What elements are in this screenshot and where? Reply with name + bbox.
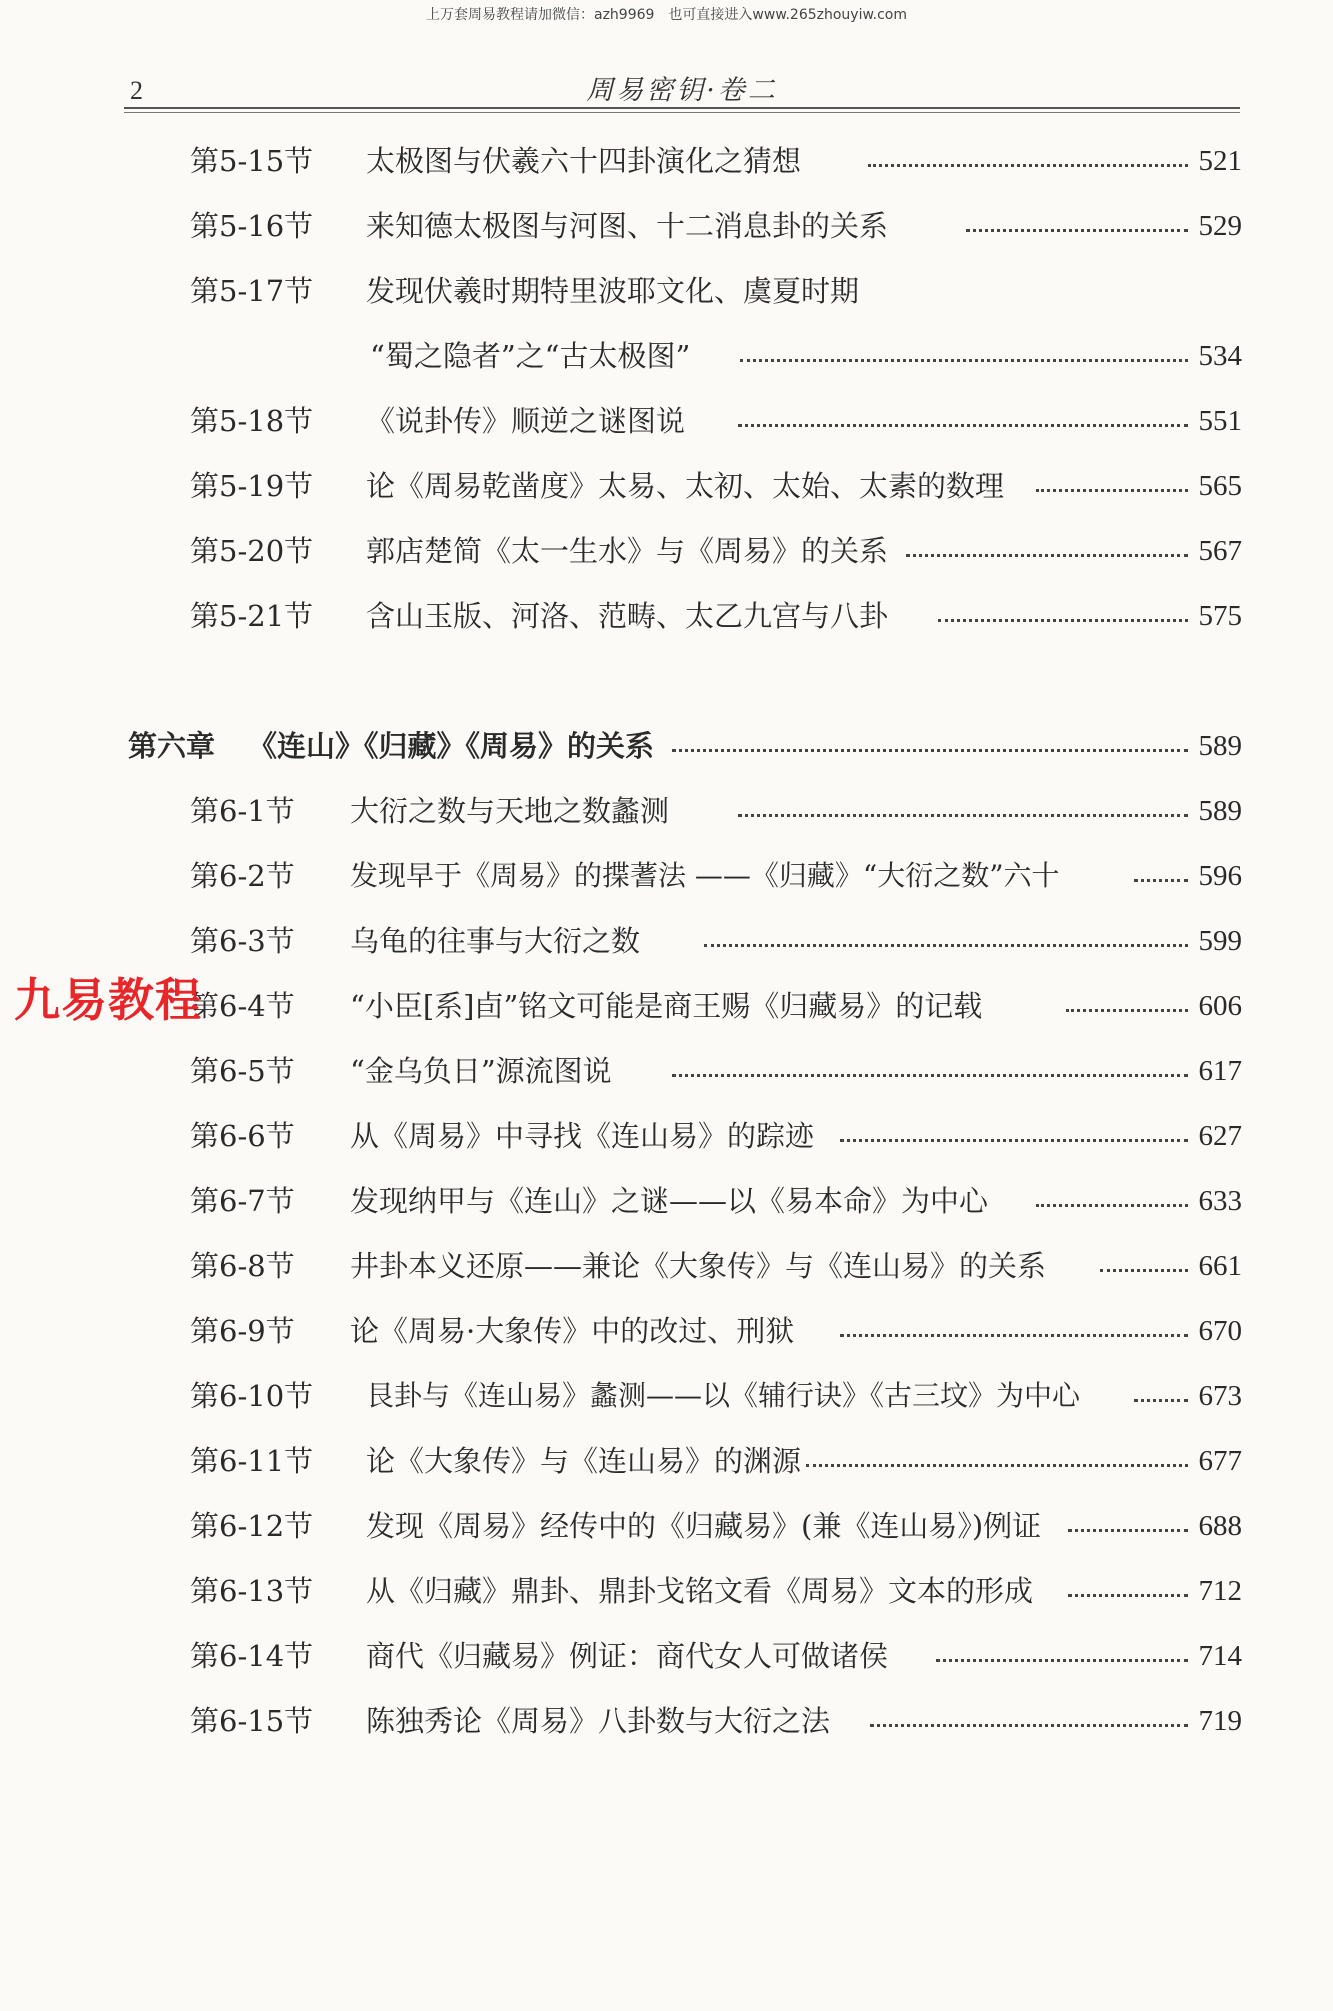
dot-leader (1068, 1504, 1188, 1548)
toc-entry (0, 1049, 1333, 1093)
dot-leader (1036, 464, 1188, 508)
dot-leader (868, 139, 1188, 183)
section-title: 商代《归藏易》例证：商代女人可做诸侯 (366, 1639, 889, 1673)
toc-entry (0, 789, 1333, 833)
toc-entry (0, 399, 1333, 443)
page-ref: 627 (1198, 1120, 1242, 1152)
dot-leader (1036, 1179, 1188, 1223)
book-title: 周易密钥·卷二 (586, 75, 778, 106)
toc-entry (0, 1114, 1333, 1158)
dot-leader (806, 1439, 1188, 1483)
section-title: 乌龟的往事与大衍之数 (350, 924, 641, 958)
page-ref: 633 (1198, 1185, 1242, 1217)
section-label: 第6-9节 (190, 1314, 295, 1348)
running-head (124, 66, 1240, 110)
section-title: 从《周易》中寻找《连山易》的踪迹 (350, 1119, 815, 1153)
toc-entry (0, 594, 1333, 638)
toc-entry (0, 1504, 1333, 1548)
section-title: “小臣[系]卣”铭文可能是商王赐《归藏易》的记载 (350, 989, 983, 1023)
section-title: 太极图与伏羲六十四卦演化之猜想 (366, 144, 802, 178)
section-label: 第6-1节 (190, 794, 295, 828)
section-label: 第6-13节 (190, 1574, 314, 1608)
page-ref: 719 (1198, 1705, 1242, 1737)
section-title: “蜀之隐者”之“古太极图” (370, 339, 691, 373)
dot-leader (906, 529, 1188, 573)
dot-leader (840, 1309, 1188, 1353)
section-title: 论《周易·大象传》中的改过、刑狱 (350, 1314, 795, 1348)
section-title: 井卦本义还原——兼论《大象传》与《连山易》的关系 (350, 1249, 1047, 1283)
section-label: 第5-18节 (190, 404, 314, 438)
page-ref: 589 (1198, 795, 1242, 827)
toc-entry (0, 1699, 1333, 1743)
toc-entry (0, 1634, 1333, 1678)
dot-leader (936, 1634, 1188, 1678)
section-title: 发现伏羲时期特里波耶文化、虞夏时期 (366, 274, 860, 308)
toc-chapter-entry (0, 724, 1333, 768)
page-ref: 617 (1198, 1055, 1242, 1087)
page-ref: 606 (1198, 990, 1242, 1022)
toc-entry (0, 464, 1333, 508)
dot-leader (1068, 1569, 1188, 1613)
section-title: 大衍之数与天地之数蠡测 (350, 794, 670, 828)
toc-entry (0, 1244, 1333, 1288)
section-label: 第6-14节 (190, 1639, 314, 1673)
page-ref: 567 (1198, 535, 1242, 567)
section-label: 第5-17节 (190, 274, 314, 308)
section-label: 第6-5节 (190, 1054, 295, 1088)
section-label: 第6-4节 (190, 989, 295, 1023)
section-title: 发现纳甲与《连山》之谜——以《易本命》为中心 (350, 1184, 989, 1218)
section-label: 第6-2节 (190, 859, 295, 893)
dot-leader (672, 1049, 1188, 1093)
page-ref: 677 (1198, 1445, 1242, 1477)
page-number: 2 (130, 76, 143, 105)
dot-leader (938, 594, 1188, 638)
page-ref: 714 (1198, 1640, 1242, 1672)
dot-leader (1100, 1244, 1188, 1288)
section-label: 第6-6节 (190, 1119, 295, 1153)
dot-leader (1134, 1374, 1188, 1418)
section-title: 《说卦传》顺逆之谜图说 (366, 404, 686, 438)
section-title: 发现《周易》经传中的《归藏易》(兼《连山易》)例证 (366, 1509, 1042, 1543)
section-title: 发现早于《周易》的揲蓍法 ——《归藏》“大衍之数”六十 (350, 859, 1060, 892)
page-ref: 589 (1198, 730, 1242, 762)
toc-entry (0, 1179, 1333, 1223)
section-label: 第6-11节 (190, 1444, 314, 1478)
page-ref: 596 (1198, 860, 1242, 892)
dot-leader (1066, 984, 1188, 1028)
page-ref: 529 (1198, 210, 1242, 242)
toc-entry (0, 1374, 1333, 1418)
section-label: 第6-7节 (190, 1184, 295, 1218)
section-title: 艮卦与《连山易》蠡测——以《辅行诀》《古三坟》为中心 (366, 1379, 1081, 1412)
toc-entry (0, 1569, 1333, 1613)
toc-entry (0, 919, 1333, 963)
dot-leader (740, 334, 1188, 378)
chapter-title: 《连山》《归藏》《周易》的关系 (248, 729, 655, 763)
page-ref: 599 (1198, 925, 1242, 957)
toc-entry-continuation (0, 334, 1333, 378)
page-ref: 670 (1198, 1315, 1242, 1347)
toc-entry (0, 1439, 1333, 1483)
section-label: 第5-16节 (190, 209, 314, 243)
section-title: “金乌负日”源流图说 (350, 1054, 612, 1088)
section-label: 第6-15节 (190, 1704, 314, 1738)
page-ref: 565 (1198, 470, 1242, 502)
dot-leader (966, 204, 1188, 248)
toc-entry (0, 529, 1333, 573)
section-label: 第6-10节 (190, 1379, 314, 1413)
chapter-label: 第六章 (128, 729, 216, 763)
toc-entry (0, 204, 1333, 248)
header-rule (124, 107, 1240, 109)
section-title: 含山玉版、河洛、范畴、太乙九宫与八卦 (366, 599, 889, 633)
section-label: 第5-15节 (190, 144, 314, 178)
page-ref: 521 (1198, 145, 1242, 177)
page-ref: 673 (1198, 1380, 1242, 1412)
page-ref: 551 (1198, 405, 1242, 437)
dot-leader (738, 789, 1188, 833)
page-ref: 712 (1198, 1575, 1242, 1607)
dot-leader (672, 724, 1188, 768)
toc-entry (0, 1309, 1333, 1353)
header-rule-thin (124, 112, 1240, 113)
top-banner: 上万套周易教程请加微信：azh9969 也可直接进入www.265zhouyiw.com (425, 7, 908, 23)
toc-entry (0, 854, 1333, 898)
toc-entry (0, 139, 1333, 183)
section-label: 第5-19节 (190, 469, 314, 503)
section-title: 来知德太极图与河图、十二消息卦的关系 (366, 209, 889, 243)
section-label: 第6-12节 (190, 1509, 314, 1543)
page-ref: 661 (1198, 1250, 1242, 1282)
section-title: 论《大象传》与《连山易》的渊源 (366, 1444, 802, 1478)
page-ref: 575 (1198, 600, 1242, 632)
section-label: 第6-3节 (190, 924, 295, 958)
section-title: 从《归藏》鼎卦、鼎卦戈铭文看《周易》文本的形成 (366, 1574, 1034, 1608)
dot-leader (1134, 854, 1188, 898)
dot-leader (704, 919, 1188, 963)
dot-leader (738, 399, 1188, 443)
section-title: 郭店楚简《太一生水》与《周易》的关系 (366, 534, 889, 568)
section-label: 第6-8节 (190, 1249, 295, 1283)
toc-entry (0, 269, 1333, 313)
watermark-text: 九易教程 (14, 973, 202, 1027)
section-label: 第5-21节 (190, 599, 314, 633)
section-label: 第5-20节 (190, 534, 314, 568)
dot-leader (870, 1699, 1188, 1743)
page-ref: 688 (1198, 1510, 1242, 1542)
page-ref: 534 (1198, 340, 1242, 372)
section-title: 陈独秀论《周易》八卦数与大衍之法 (366, 1704, 831, 1738)
section-title: 论《周易乾凿度》太易、太初、太始、太素的数理 (366, 469, 1005, 503)
dot-leader (840, 1114, 1188, 1158)
